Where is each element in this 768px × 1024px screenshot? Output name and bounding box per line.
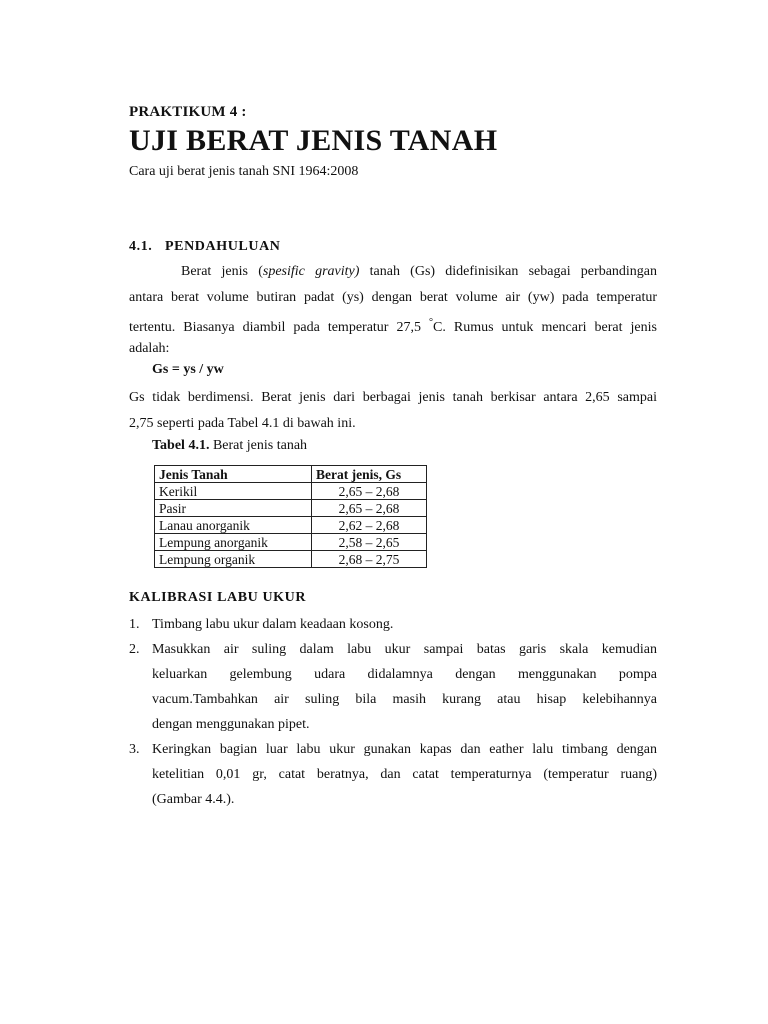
procedure-list [129,612,657,812]
table-row [155,534,427,551]
paragraph-definition [129,259,657,361]
table-caption [152,438,307,454]
paragraph-line: antara berat volume butiran padat (ys) dengan berat volume air (yw) pada temperatur [129,289,657,305]
list-line: Masukkan air suling dalam labu ukur sampai batas garis skala kemudian [152,642,657,657]
paragraph-range [129,385,657,436]
paragraph-line [129,259,657,285]
list-line: Timbang labu ukur dalam keadaan kosong. [152,617,394,632]
list-line: Keringkan bagian luar labu ukur gunakan kapas dan eather lalu timbang dengan [152,742,657,757]
table-row [155,500,427,517]
list-line: (Gambar 4.4.). [152,792,235,807]
table-cell: 2,58 – 2,65 [312,534,427,551]
paragraph-line: 2,75 seperti pada Tabel 4.1 di bawah ini. [129,415,356,431]
list-item [129,637,657,737]
text-run: tertentu. Biasanya diambil pada temperatur 27,5 [129,320,429,335]
table-cell: Kerikil [155,483,312,500]
table-cell: Lempung anorganik [155,534,312,551]
list-number: 2. [129,642,140,657]
page-subtitle: Cara uji berat jenis tanah SNI 1964:2008 [129,164,359,179]
italic-term: spesific gravity) [262,264,360,279]
paragraph-line [129,310,657,336]
section-heading-kalibrasi: KALIBRASI LABU UKUR [129,590,307,605]
table-cell: 2,68 – 2,75 [312,551,427,568]
paragraph-line: adalah: [129,340,170,356]
table-cell: Lempung organik [155,551,312,568]
list-number: 1. [129,617,140,632]
table-cell: Pasir [155,500,312,517]
table-cell: 2,65 – 2,68 [312,500,427,517]
text-run: tanah (Gs) didefinisikan sebagai perbandingan [359,264,657,279]
table-header-row [155,466,427,483]
text-run: C. Rumus untuk mencari berat jenis [433,320,657,335]
text-run: Berat jenis ( [181,264,263,279]
table-row [155,483,427,500]
caption-label: Tabel 4.1. [152,438,210,453]
page-title: UJI BERAT JENIS TANAH [129,124,498,157]
list-line: dengan menggunakan pipet. [152,717,310,732]
list-line: ketelitian 0,01 gr, catat beratnya, dan catat temperaturnya (temperatur ruang) [152,767,657,782]
praktikum-label: PRAKTIKUM 4 : [129,104,247,120]
column-header: Jenis Tanah [155,466,312,483]
caption-text: Berat jenis tanah [209,438,308,453]
section-number: 4.1. [129,239,153,254]
table-cell: Lanau anorganik [155,517,312,534]
table-cell: 2,62 – 2,68 [312,517,427,534]
list-line: vacum.Tambahkan air suling bila masih kurang atau hisap kelebihannya [152,692,657,707]
list-number: 3. [129,742,140,757]
section-title: PENDAHULUAN [165,239,281,254]
soil-specific-gravity-table [154,465,427,568]
degree-symbol: ° [429,317,433,328]
list-line: keluarkan gelembung udara didalamnya dengan menggunakan pompa [152,667,657,682]
table-cell: 2,65 – 2,68 [312,483,427,500]
section-heading-pendahuluan [129,239,281,255]
list-item [129,737,657,812]
table-row [155,551,427,568]
column-header: Berat jenis, Gs [312,466,427,483]
formula: Gs = ys / yw [152,362,224,377]
table-row [155,517,427,534]
list-item [129,612,657,637]
paragraph-line: Gs tidak berdimensi. Berat jenis dari berbagai jenis tanah berkisar antara 2,65 sampai [129,390,657,405]
